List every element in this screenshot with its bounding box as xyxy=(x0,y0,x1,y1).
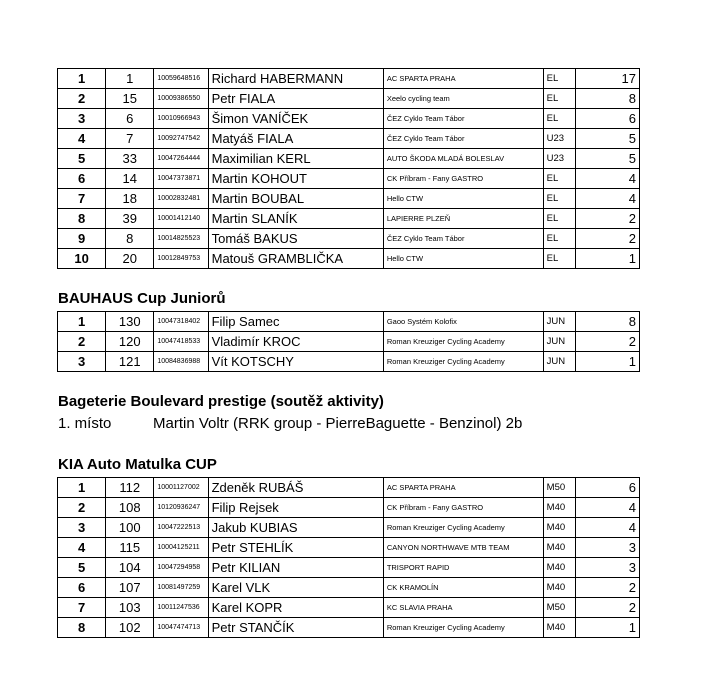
cell-cat: EL xyxy=(543,189,576,209)
cell-team: Roman Kreuziger Cycling Academy xyxy=(383,352,543,372)
cell-cat: EL xyxy=(543,89,576,109)
table-row xyxy=(58,558,640,578)
cell-name: Richard HABERMANN xyxy=(208,69,383,89)
cell-pts: 6 xyxy=(576,109,640,129)
cell-num: 7 xyxy=(106,129,154,149)
cell-cat: M40 xyxy=(543,618,576,638)
cell-name: Karel VLK xyxy=(208,578,383,598)
cell-rank: 5 xyxy=(58,149,106,169)
cell-pts: 1 xyxy=(576,352,640,372)
cell-team: CANYON NORTHWAVE MTB TEAM xyxy=(383,538,543,558)
table-row xyxy=(58,578,640,598)
cell-cat: M40 xyxy=(543,538,576,558)
table-row xyxy=(58,109,640,129)
cell-team: AUTO ŠKODA MLADÁ BOLESLAV xyxy=(383,149,543,169)
cell-uci: 10047373871 xyxy=(154,169,208,189)
cell-rank: 1 xyxy=(58,69,106,89)
cell-cat: M40 xyxy=(543,558,576,578)
cell-uci: 10084836988 xyxy=(154,352,208,372)
cell-name: Martin KOHOUT xyxy=(208,169,383,189)
cell-team: ČEZ Cyklo Team Tábor xyxy=(383,229,543,249)
results-table-elite xyxy=(57,68,640,269)
cell-rank: 3 xyxy=(58,518,106,538)
cell-name: Martin SLANÍK xyxy=(208,209,383,229)
cell-team: AC SPARTA PRAHA xyxy=(383,478,543,498)
section-title-masters: KIA Auto Matulka CUP xyxy=(58,456,217,473)
cell-uci: 10009386550 xyxy=(154,89,208,109)
cell-name: Maximilian KERL xyxy=(208,149,383,169)
cell-uci: 10081497259 xyxy=(154,578,208,598)
cell-name: Tomáš BAKUS xyxy=(208,229,383,249)
cell-name: Jakub KUBIAS xyxy=(208,518,383,538)
cell-cat: EL xyxy=(543,249,576,269)
table-row xyxy=(58,229,640,249)
cell-rank: 4 xyxy=(58,129,106,149)
table-row xyxy=(58,169,640,189)
table-row xyxy=(58,618,640,638)
cell-name: Petr STANČÍK xyxy=(208,618,383,638)
table-row xyxy=(58,538,640,558)
cell-pts: 8 xyxy=(576,89,640,109)
cell-pts: 2 xyxy=(576,332,640,352)
cell-pts: 6 xyxy=(576,478,640,498)
cell-cat: EL xyxy=(543,109,576,129)
cell-cat: JUN xyxy=(543,352,576,372)
cell-uci: 10047318402 xyxy=(154,312,208,332)
cell-pts: 3 xyxy=(576,538,640,558)
table-row xyxy=(58,598,640,618)
cell-uci: 10092747542 xyxy=(154,129,208,149)
cell-pts: 17 xyxy=(576,69,640,89)
cell-pts: 2 xyxy=(576,229,640,249)
cell-cat: EL xyxy=(543,69,576,89)
table-row xyxy=(58,352,640,372)
cell-cat: JUN xyxy=(543,312,576,332)
cell-num: 108 xyxy=(106,498,154,518)
cell-num: 107 xyxy=(106,578,154,598)
cell-name: Zdeněk RUBÁŠ xyxy=(208,478,383,498)
table-row xyxy=(58,498,640,518)
results-table-juniors xyxy=(57,311,640,372)
cell-rank: 8 xyxy=(58,618,106,638)
cell-cat: M50 xyxy=(543,478,576,498)
activity-winner: Martin Voltr (RRK group - PierreBaguette - Benzinol) 2b xyxy=(153,415,523,432)
cell-rank: 2 xyxy=(58,332,106,352)
cell-pts: 8 xyxy=(576,312,640,332)
cell-rank: 4 xyxy=(58,538,106,558)
table-row xyxy=(58,69,640,89)
cell-pts: 4 xyxy=(576,498,640,518)
cell-uci: 10047264444 xyxy=(154,149,208,169)
cell-cat: M40 xyxy=(543,498,576,518)
cell-num: 100 xyxy=(106,518,154,538)
cell-cat: EL xyxy=(543,229,576,249)
table-row xyxy=(58,312,640,332)
activity-winner-line xyxy=(58,415,522,432)
cell-cat: M40 xyxy=(543,518,576,538)
cell-num: 130 xyxy=(106,312,154,332)
cell-team: Roman Kreuziger Cycling Academy xyxy=(383,618,543,638)
cell-team: Roman Kreuziger Cycling Academy xyxy=(383,332,543,352)
cell-team: TRISPORT RAPID xyxy=(383,558,543,578)
cell-cat: JUN xyxy=(543,332,576,352)
cell-team: ČEZ Cyklo Team Tábor xyxy=(383,109,543,129)
cell-uci: 10059648516 xyxy=(154,69,208,89)
table-row xyxy=(58,149,640,169)
section-title-activity: Bageterie Boulevard prestige (soutěž aktivity) xyxy=(58,393,384,410)
results-table-masters xyxy=(57,477,640,638)
cell-pts: 4 xyxy=(576,169,640,189)
cell-num: 104 xyxy=(106,558,154,578)
cell-pts: 4 xyxy=(576,518,640,538)
cell-name: Petr KILIAN xyxy=(208,558,383,578)
cell-rank: 7 xyxy=(58,189,106,209)
cell-cat: M50 xyxy=(543,598,576,618)
cell-team: KC SLAVIA PRAHA xyxy=(383,598,543,618)
cell-num: 112 xyxy=(106,478,154,498)
cell-pts: 2 xyxy=(576,578,640,598)
cell-team: CK KRAMOLÍN xyxy=(383,578,543,598)
cell-uci: 10047418533 xyxy=(154,332,208,352)
cell-team: CK Příbram - Fany GASTRO xyxy=(383,498,543,518)
cell-team: CK Příbram - Fany GASTRO xyxy=(383,169,543,189)
cell-name: Vít KOTSCHY xyxy=(208,352,383,372)
table-row xyxy=(58,189,640,209)
cell-uci: 10047222513 xyxy=(154,518,208,538)
cell-name: Petr FIALA xyxy=(208,89,383,109)
cell-team: LAPIERRE PLZEŇ xyxy=(383,209,543,229)
cell-rank: 1 xyxy=(58,312,106,332)
cell-name: Karel KOPR xyxy=(208,598,383,618)
cell-pts: 1 xyxy=(576,249,640,269)
cell-rank: 9 xyxy=(58,229,106,249)
table-row xyxy=(58,332,640,352)
cell-num: 6 xyxy=(106,109,154,129)
cell-cat: U23 xyxy=(543,129,576,149)
section-title-juniors: BAUHAUS Cup Juniorů xyxy=(58,290,226,307)
cell-rank: 8 xyxy=(58,209,106,229)
cell-name: Matyáš FIALA xyxy=(208,129,383,149)
cell-cat: M40 xyxy=(543,578,576,598)
cell-pts: 2 xyxy=(576,598,640,618)
cell-num: 39 xyxy=(106,209,154,229)
cell-uci: 10002832481 xyxy=(154,189,208,209)
cell-name: Matouš GRAMBLIČKA xyxy=(208,249,383,269)
cell-name: Petr STEHLÍK xyxy=(208,538,383,558)
cell-uci: 10001127002 xyxy=(154,478,208,498)
cell-num: 121 xyxy=(106,352,154,372)
cell-uci: 10014825523 xyxy=(154,229,208,249)
cell-uci: 10047474713 xyxy=(154,618,208,638)
cell-rank: 5 xyxy=(58,558,106,578)
cell-uci: 10047294958 xyxy=(154,558,208,578)
cell-uci: 10010966943 xyxy=(154,109,208,129)
cell-rank: 3 xyxy=(58,352,106,372)
cell-pts: 1 xyxy=(576,618,640,638)
cell-pts: 5 xyxy=(576,149,640,169)
cell-pts: 2 xyxy=(576,209,640,229)
cell-pts: 5 xyxy=(576,129,640,149)
cell-team: Hello CTW xyxy=(383,189,543,209)
cell-team: Hello CTW xyxy=(383,249,543,269)
cell-rank: 6 xyxy=(58,578,106,598)
cell-pts: 3 xyxy=(576,558,640,578)
table-row xyxy=(58,249,640,269)
cell-uci: 10012849753 xyxy=(154,249,208,269)
cell-uci: 10001412140 xyxy=(154,209,208,229)
cell-team: Gaoo Systém Kolofix xyxy=(383,312,543,332)
cell-rank: 3 xyxy=(58,109,106,129)
cell-rank: 2 xyxy=(58,89,106,109)
cell-rank: 6 xyxy=(58,169,106,189)
cell-num: 8 xyxy=(106,229,154,249)
cell-name: Martin BOUBAL xyxy=(208,189,383,209)
cell-rank: 1 xyxy=(58,478,106,498)
cell-num: 103 xyxy=(106,598,154,618)
cell-num: 102 xyxy=(106,618,154,638)
cell-uci: 10011247536 xyxy=(154,598,208,618)
cell-num: 15 xyxy=(106,89,154,109)
cell-cat: EL xyxy=(543,209,576,229)
cell-rank: 10 xyxy=(58,249,106,269)
cell-num: 33 xyxy=(106,149,154,169)
table-row xyxy=(58,518,640,538)
cell-team: Xeelo cycling team xyxy=(383,89,543,109)
cell-cat: EL xyxy=(543,169,576,189)
cell-rank: 7 xyxy=(58,598,106,618)
cell-team: Roman Kreuziger Cycling Academy xyxy=(383,518,543,538)
cell-num: 14 xyxy=(106,169,154,189)
cell-team: AC SPARTA PRAHA xyxy=(383,69,543,89)
cell-num: 1 xyxy=(106,69,154,89)
cell-team: ČEZ Cyklo Team Tábor xyxy=(383,129,543,149)
activity-place: 1. místo xyxy=(58,415,112,432)
cell-pts: 4 xyxy=(576,189,640,209)
cell-name: Filip Rejsek xyxy=(208,498,383,518)
table-row xyxy=(58,129,640,149)
cell-name: Vladimír KROC xyxy=(208,332,383,352)
table-row xyxy=(58,478,640,498)
cell-uci: 10004125211 xyxy=(154,538,208,558)
cell-num: 120 xyxy=(106,332,154,352)
cell-name: Filip Samec xyxy=(208,312,383,332)
cell-num: 115 xyxy=(106,538,154,558)
cell-num: 20 xyxy=(106,249,154,269)
table-row xyxy=(58,89,640,109)
cell-rank: 2 xyxy=(58,498,106,518)
cell-cat: U23 xyxy=(543,149,576,169)
cell-num: 18 xyxy=(106,189,154,209)
cell-uci: 10120936247 xyxy=(154,498,208,518)
cell-name: Šimon VANÍČEK xyxy=(208,109,383,129)
table-row xyxy=(58,209,640,229)
